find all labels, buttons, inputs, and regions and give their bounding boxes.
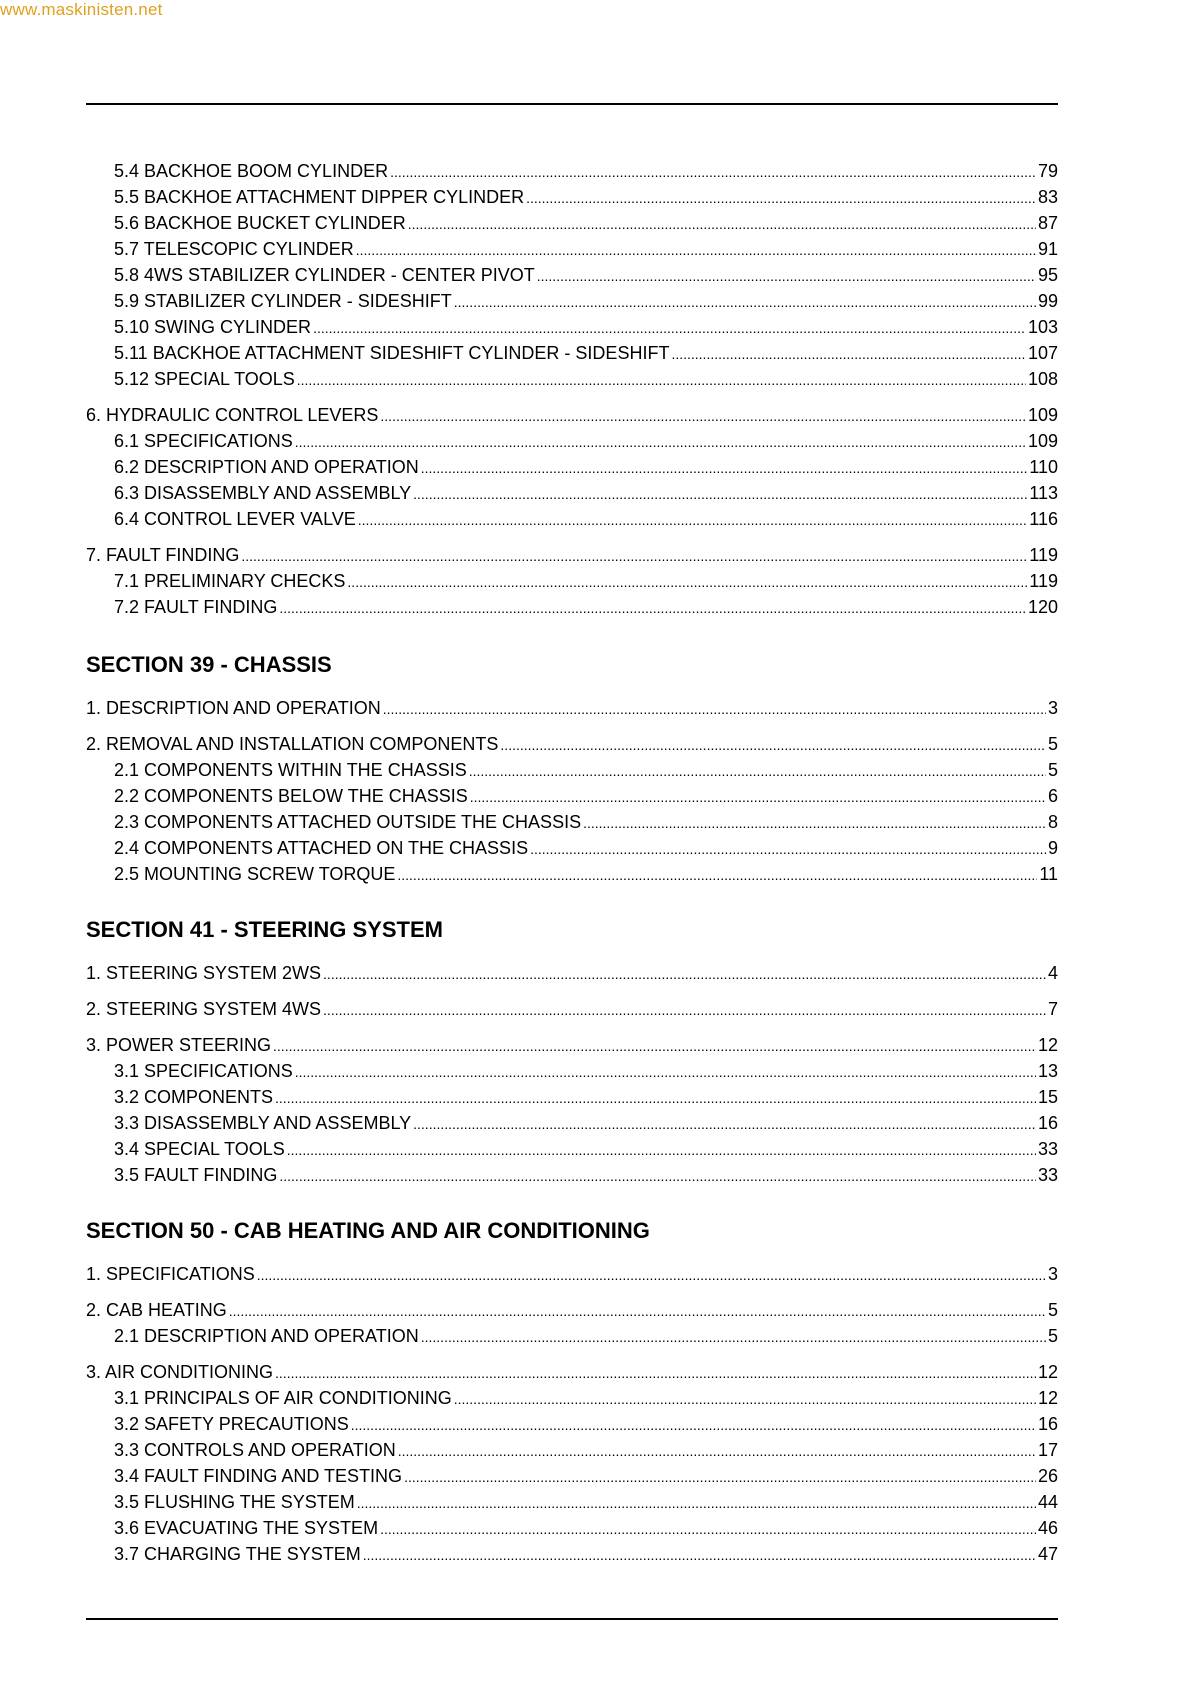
leader-dots — [526, 187, 1036, 209]
toc-entry-title: 3.5 FAULT FINDING — [114, 1165, 278, 1185]
leader-dots — [380, 1518, 1036, 1540]
toc-entry-title: 3. POWER STEERING — [86, 1035, 272, 1055]
leader-dots — [273, 1035, 1036, 1057]
toc-entry-page: 5 — [1047, 734, 1058, 754]
toc-entry-title: 6.2 DESCRIPTION AND OPERATION — [114, 457, 419, 477]
toc-entry-page: 107 — [1027, 343, 1058, 363]
leader-dots — [363, 1544, 1036, 1566]
toc-entry[interactable] — [86, 186, 1058, 208]
toc-entry[interactable] — [86, 316, 1058, 338]
toc-entry-title: 1. STEERING SYSTEM 2WS — [86, 963, 322, 983]
toc-entry[interactable] — [86, 544, 1058, 566]
toc-entry-page: 9 — [1047, 838, 1058, 858]
toc-entry-title: 5.4 BACKHOE BOOM CYLINDER — [114, 161, 389, 181]
toc-entry[interactable] — [86, 290, 1058, 312]
toc-entry[interactable] — [86, 212, 1058, 234]
leader-dots — [583, 812, 1046, 834]
toc-entry-page: 95 — [1037, 265, 1058, 285]
toc-entry-page: 13 — [1037, 1061, 1058, 1081]
toc-entry-title: 3.3 CONTROLS AND OPERATION — [114, 1440, 396, 1460]
toc-entry-title: 2. CAB HEATING — [86, 1300, 227, 1320]
toc-entry[interactable] — [86, 1413, 1058, 1435]
leader-dots — [297, 369, 1026, 391]
toc-entry-page: 16 — [1037, 1113, 1058, 1133]
section-heading: SECTION 39 - CHASSIS — [86, 652, 332, 677]
leader-dots — [537, 265, 1036, 287]
leader-dots — [295, 1061, 1036, 1083]
toc-entry-page: 33 — [1037, 1165, 1058, 1185]
watermark-url: www.maskinisten.net — [0, 0, 163, 19]
toc-entry[interactable] — [86, 697, 1058, 719]
toc-entry-page: 8 — [1047, 812, 1058, 832]
toc-entry-title: 5.6 BACKHOE BUCKET CYLINDER — [114, 213, 406, 233]
toc-entry-page: 12 — [1037, 1362, 1058, 1382]
toc-entry-page: 17 — [1037, 1440, 1058, 1460]
toc-entry[interactable] — [86, 759, 1058, 781]
toc-entry-page: 5 — [1047, 760, 1058, 780]
leader-dots — [358, 509, 1028, 531]
toc-entry[interactable] — [86, 1060, 1058, 1082]
toc-entry[interactable] — [86, 1325, 1058, 1347]
toc-entry-title: 3.1 SPECIFICATIONS — [114, 1061, 293, 1081]
toc-entry-title: 3.4 FAULT FINDING AND TESTING — [114, 1466, 403, 1486]
toc-entry-page: 26 — [1037, 1466, 1058, 1486]
toc-entry-page: 46 — [1037, 1518, 1058, 1538]
toc-entry-title: 1. SPECIFICATIONS — [86, 1264, 255, 1284]
toc-entry[interactable] — [86, 456, 1058, 478]
toc-entry-page: 109 — [1027, 431, 1058, 451]
toc-entry[interactable] — [86, 998, 1058, 1020]
toc-entry-title: 2. STEERING SYSTEM 4WS — [86, 999, 322, 1019]
toc-entry-page: 110 — [1029, 457, 1058, 477]
toc-entry-page: 116 — [1029, 509, 1058, 529]
toc-entry-page: 79 — [1037, 161, 1058, 181]
toc-entry[interactable] — [86, 482, 1058, 504]
toc-entry-page: 12 — [1037, 1035, 1058, 1055]
toc-entry-page: 5 — [1047, 1326, 1058, 1346]
leader-dots — [530, 838, 1046, 860]
leader-dots — [390, 161, 1036, 183]
toc-entry-title: 5.5 BACKHOE ATTACHMENT DIPPER CYLINDER — [114, 187, 525, 207]
leader-dots — [398, 1440, 1036, 1462]
toc-entry-title: 1. DESCRIPTION AND OPERATION — [86, 698, 381, 718]
toc-entry[interactable] — [86, 264, 1058, 286]
leader-dots — [295, 431, 1026, 453]
toc-entry-page: 16 — [1037, 1414, 1058, 1434]
toc-entry-title: 5.12 SPECIAL TOOLS — [114, 369, 295, 389]
leader-dots — [357, 1492, 1036, 1514]
section-heading: SECTION 41 - STEERING SYSTEM — [86, 917, 443, 942]
toc-entry-title: 3.5 FLUSHING THE SYSTEM — [114, 1492, 355, 1512]
toc-entry-title: 5.11 BACKHOE ATTACHMENT SIDESHIFT CYLINDER - SIDESHIFT — [114, 343, 670, 363]
toc-entry-title: 6.4 CONTROL LEVER VALVE — [114, 509, 356, 529]
toc-entry-page: 15 — [1037, 1087, 1058, 1107]
toc-entry[interactable] — [86, 508, 1058, 530]
toc-entry-page: 5 — [1047, 1300, 1058, 1320]
toc-entry-page: 99 — [1037, 291, 1058, 311]
leader-dots — [413, 483, 1027, 505]
toc-entry-page: 83 — [1037, 187, 1058, 207]
toc-entry[interactable] — [86, 238, 1058, 260]
toc-entry-title: 3.1 PRINCIPALS OF AIR CONDITIONING — [114, 1388, 452, 1408]
leader-dots — [383, 698, 1046, 720]
toc-entry[interactable] — [86, 1387, 1058, 1409]
footer-rule — [86, 1618, 1058, 1620]
toc-entry[interactable] — [86, 811, 1058, 833]
toc-entry-page: 119 — [1029, 545, 1058, 565]
toc-entry[interactable] — [86, 1034, 1058, 1056]
toc-entry[interactable] — [86, 962, 1058, 984]
toc-entry-title: 2.3 COMPONENTS ATTACHED OUTSIDE THE CHASSIS — [114, 812, 582, 832]
toc-entry-page: 47 — [1037, 1544, 1058, 1564]
toc-entry-title: 2.2 COMPONENTS BELOW THE CHASSIS — [114, 786, 468, 806]
leader-dots — [454, 291, 1036, 313]
toc-entry[interactable] — [86, 1517, 1058, 1539]
leader-dots — [380, 405, 1026, 427]
toc-entry-title: 5.7 TELESCOPIC CYLINDER — [114, 239, 354, 259]
toc-entry[interactable] — [86, 1491, 1058, 1513]
leader-dots — [279, 597, 1026, 619]
toc-entry-page: 3 — [1047, 1264, 1058, 1284]
leader-dots — [421, 457, 1028, 479]
toc-entry[interactable] — [86, 342, 1058, 364]
toc-entry[interactable] — [86, 160, 1058, 182]
toc-entry-page: 11 — [1039, 864, 1058, 884]
toc-entry-page: 113 — [1029, 483, 1058, 503]
toc-entry[interactable] — [86, 404, 1058, 426]
leader-dots — [323, 963, 1046, 985]
toc-entry-page: 91 — [1037, 239, 1058, 259]
toc-entry[interactable] — [86, 1299, 1058, 1321]
toc-entry[interactable] — [86, 1543, 1058, 1565]
toc-entry-page: 6 — [1047, 786, 1058, 806]
leader-dots — [241, 545, 1027, 567]
toc-entry-title: 6.3 DISASSEMBLY AND ASSEMBLY — [114, 483, 412, 503]
leader-dots — [421, 1326, 1046, 1348]
toc-entry-title: 3.3 DISASSEMBLY AND ASSEMBLY — [114, 1113, 412, 1133]
toc-entry-title: 2.5 MOUNTING SCREW TORQUE — [114, 864, 396, 884]
leader-dots — [397, 864, 1037, 886]
toc-entry-title: 6.1 SPECIFICATIONS — [114, 431, 293, 451]
toc-entry-title: 7.2 FAULT FINDING — [114, 597, 278, 617]
toc-entry-title: 3.4 SPECIAL TOOLS — [114, 1139, 285, 1159]
toc-entry-title: 5.10 SWING CYLINDER — [114, 317, 312, 337]
leader-dots — [347, 571, 1027, 593]
toc-entry[interactable] — [86, 430, 1058, 452]
toc-entry-page: 120 — [1027, 597, 1058, 617]
toc-entry-title: 3.2 SAFETY PRECAUTIONS — [114, 1414, 349, 1434]
toc-entry-page: 87 — [1037, 213, 1058, 233]
toc-entry-page: 7 — [1047, 999, 1058, 1019]
leader-dots — [404, 1466, 1036, 1488]
toc-entry[interactable] — [86, 837, 1058, 859]
toc-entry[interactable] — [86, 1465, 1058, 1487]
toc-entry-title: 3.6 EVACUATING THE SYSTEM — [114, 1518, 379, 1538]
leader-dots — [408, 213, 1036, 235]
leader-dots — [279, 1165, 1036, 1187]
toc-entry-title: 7.1 PRELIMINARY CHECKS — [114, 571, 346, 591]
leader-dots — [356, 239, 1036, 261]
toc-entry-page: 108 — [1027, 369, 1058, 389]
section-heading: SECTION 50 - CAB HEATING AND AIR CONDITIONING — [86, 1218, 650, 1243]
toc-entry-page: 4 — [1047, 963, 1058, 983]
toc-entry-title: 3.2 COMPONENTS — [114, 1087, 274, 1107]
toc-entry[interactable] — [86, 596, 1058, 618]
toc-entry-page: 33 — [1037, 1139, 1058, 1159]
leader-dots — [671, 343, 1026, 365]
toc-entry-page: 12 — [1037, 1388, 1058, 1408]
toc-entry[interactable] — [86, 1263, 1058, 1285]
toc-entry-title: 2.1 DESCRIPTION AND OPERATION — [114, 1326, 419, 1346]
leader-dots — [500, 734, 1046, 756]
toc-entry[interactable] — [86, 570, 1058, 592]
leader-dots — [287, 1139, 1036, 1161]
leader-dots — [313, 317, 1026, 339]
toc-entry[interactable] — [86, 1439, 1058, 1461]
toc-entry[interactable] — [86, 733, 1058, 755]
leader-dots — [470, 786, 1046, 808]
toc-entry-title: 5.8 4WS STABILIZER CYLINDER - CENTER PIVOT — [114, 265, 535, 285]
toc-entry[interactable] — [86, 785, 1058, 807]
toc-entry-title: 7. FAULT FINDING — [86, 545, 240, 565]
toc-entry-title: 3. AIR CONDITIONING — [86, 1362, 274, 1382]
toc-entry-title: 5.9 STABILIZER CYLINDER - SIDESHIFT — [114, 291, 452, 311]
toc-entry[interactable] — [86, 1112, 1058, 1134]
leader-dots — [257, 1264, 1046, 1286]
toc-entry-title: 2. REMOVAL AND INSTALLATION COMPONENTS — [86, 734, 499, 754]
toc-entry-page: 103 — [1027, 317, 1058, 337]
toc-entry-page: 44 — [1037, 1492, 1058, 1512]
toc-entry[interactable] — [86, 863, 1058, 885]
toc-entry[interactable] — [86, 1138, 1058, 1160]
toc-entry-page: 3 — [1047, 698, 1058, 718]
toc-entry[interactable] — [86, 1164, 1058, 1186]
toc-entry[interactable] — [86, 1361, 1058, 1383]
leader-dots — [275, 1362, 1036, 1384]
leader-dots — [351, 1414, 1036, 1436]
toc-entry-title: 2.1 COMPONENTS WITHIN THE CHASSIS — [114, 760, 467, 780]
leader-dots — [469, 760, 1046, 782]
leader-dots — [413, 1113, 1036, 1135]
toc-entry-title: 2.4 COMPONENTS ATTACHED ON THE CHASSIS — [114, 838, 529, 858]
toc-entry[interactable] — [86, 368, 1058, 390]
header-rule — [86, 103, 1058, 105]
toc-entry-title: 3.7 CHARGING THE SYSTEM — [114, 1544, 361, 1564]
toc-entry[interactable] — [86, 1086, 1058, 1108]
toc-entry-title: 6. HYDRAULIC CONTROL LEVERS — [86, 405, 379, 425]
toc-entry-page: 119 — [1029, 571, 1058, 591]
leader-dots — [275, 1087, 1036, 1109]
leader-dots — [323, 999, 1046, 1021]
toc-entry-page: 109 — [1027, 405, 1058, 425]
leader-dots — [229, 1300, 1046, 1322]
leader-dots — [454, 1388, 1036, 1410]
